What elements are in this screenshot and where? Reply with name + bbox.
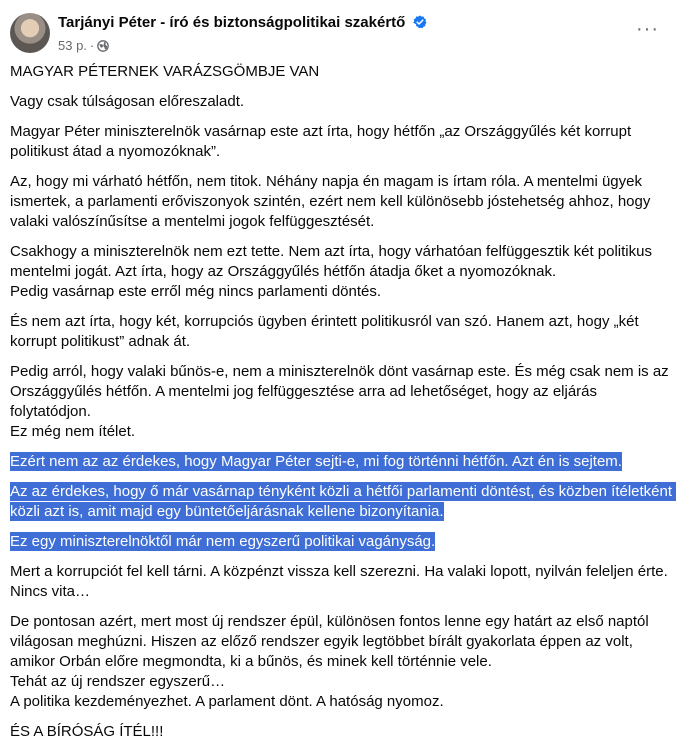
more-options-button[interactable]: ··· <box>636 18 659 40</box>
post-paragraph <box>10 92 675 112</box>
post-paragraph <box>10 312 675 352</box>
post-paragraph <box>10 242 675 302</box>
post-time[interactable]: 53 p. <box>58 38 87 53</box>
paragraph-text: Vagy csak túlságosan előreszaladt. <box>10 93 245 110</box>
highlighted-paragraph <box>10 532 675 552</box>
paragraph-text: Csakhogy a miniszterelnök nem ezt tette. Nem azt írta, hogy várhatóan felfüggesztik két politikus mentelmi jogát. Azt írta, hogy az Országgyűlés hétfőn átadja őket a nyomozóknak. Pedig vasárnap este erről még nincs parlamenti döntés. <box>10 243 652 300</box>
paragraph-text: Pedig arról, hogy valaki bűnös-e, nem a miniszterelnök dönt vasárnap este. És még csak nem is az Országgyűlés hétfőn. A mentelmi jog felfüggesztése arra ad lehetőséget, hogy az eljárás folytatódjon. Ez még nem ítélet. <box>10 363 669 440</box>
paragraph-text: Ezért nem az az érdekes, hogy Magyar Péter sejti-e, mi fog történni hétfőn. Azt én is sejtem. <box>10 453 622 470</box>
post-paragraph <box>10 722 675 742</box>
highlighted-paragraph <box>10 482 675 522</box>
paragraph-text: Ez egy miniszterelnöktől már nem egyszerű politikai vagányság. <box>10 533 436 550</box>
paragraph-text: Az az érdekes, hogy ő már vasárnap tényként közli a hétfői parlamenti döntést, és közben ítéletként közli azt is, amit majd egy büntetőeljárásnak kellene bizonyítania. <box>10 483 677 520</box>
paragraph-text: Magyar Péter miniszterelnök vasárnap este azt írta, hogy hétfőn „az Országgyűlés két korrupt politikust átad a nyomozóknak”. <box>10 123 636 160</box>
paragraph-text: Az, hogy mi várható hétfőn, nem titok. Néhány napja én magam is írtam róla. A mentelmi ügyek ismertek, a parlamenti erőviszonyok szintén, ezért nem kell különösebb jóstehetség ahhoz, hogy valaki valószínűsítse a mentelmi jogok felfüggesztését. <box>10 173 655 230</box>
highlighted-paragraph <box>10 452 675 472</box>
paragraph-text: De pontosan azért, mert most új rendszer épül, különösen fontos lenne egy határt az első naptól világosan meghúzni. Hiszen az előző rendszer egyik legtöbbet bírált gyakorlata éppen az volt, amikor Orbán előre megmondta, ki a bűnös, és minek kell történnie vele. Tehát az új rendszer egyszerű… A politika kezdeményezhet. A parlament dönt. A hatóság nyomoz. <box>10 613 649 710</box>
post-paragraph <box>10 122 675 162</box>
meta-separator: · <box>89 38 95 53</box>
author-line <box>58 14 427 31</box>
post-paragraph <box>10 562 675 602</box>
paragraph-text: MAGYAR PÉTERNEK VARÁZSGÖMBJE VAN <box>10 63 320 80</box>
post-body <box>10 62 675 752</box>
post-paragraph <box>10 172 675 232</box>
post-meta <box>58 38 109 53</box>
post-paragraph <box>10 62 675 82</box>
author-name[interactable]: Tarjányi Péter - író és biztonságpolitikai szakértő <box>58 14 406 31</box>
post-paragraph <box>10 612 675 712</box>
post-paragraph <box>10 362 675 442</box>
paragraph-text: És nem azt írta, hogy két, korrupciós ügyben érintett politikusról van szó. Hanem azt, hogy „két korrupt politikust” adnak át. <box>10 313 643 350</box>
paragraph-text: ÉS A BÍRÓSÁG ÍTÉL!!! <box>10 723 164 740</box>
paragraph-text: Mert a korrupciót fel kell tárni. A közpénzt vissza kell szerezni. Ha valaki lopott, nyilván feleljen érte. Nincs vita… <box>10 563 672 600</box>
author-avatar[interactable] <box>10 13 50 53</box>
globe-icon[interactable] <box>97 40 109 52</box>
verified-badge-icon <box>413 15 427 29</box>
post-header <box>0 0 683 62</box>
